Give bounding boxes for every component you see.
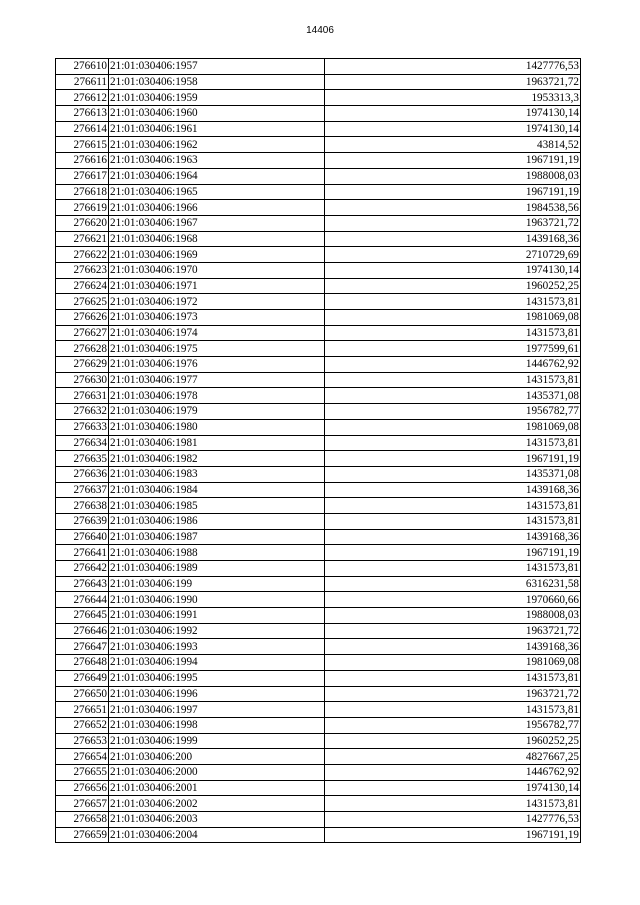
row-number-cell: 276640: [56, 529, 109, 545]
cadastral-value-cell: 1960252,25: [325, 733, 581, 749]
cadastral-number-cell: 21:01:030406:1994: [109, 655, 325, 671]
cadastral-value-cell: 1431573,81: [325, 796, 581, 812]
cadastral-value-cell: 1967191,19: [325, 545, 581, 561]
cadastral-value-cell: 1439168,36: [325, 231, 581, 247]
table-row: [56, 278, 581, 294]
cadastral-value-cell: 1977599,61: [325, 341, 581, 357]
cadastral-number-cell: 21:01:030406:2002: [109, 796, 325, 812]
cadastral-value-cell: 1446762,92: [325, 764, 581, 780]
cadastral-number-cell: 21:01:030406:1973: [109, 310, 325, 326]
cadastral-number-cell: 21:01:030406:1981: [109, 435, 325, 451]
row-number-cell: 276626: [56, 310, 109, 326]
cadastral-value-cell: 1981069,08: [325, 310, 581, 326]
cadastral-number-cell: 21:01:030406:1996: [109, 686, 325, 702]
table-row: [56, 827, 581, 843]
table-row: [56, 59, 581, 75]
row-number-cell: 276616: [56, 153, 109, 169]
table-row: [56, 717, 581, 733]
row-number-cell: 276645: [56, 608, 109, 624]
row-number-cell: 276659: [56, 827, 109, 843]
cadastral-number-cell: 21:01:030406:1982: [109, 451, 325, 467]
table-row: [56, 90, 581, 106]
cadastral-value-cell: 4827667,25: [325, 749, 581, 765]
cadastral-number-cell: 21:01:030406:1986: [109, 513, 325, 529]
cadastral-value-table: [55, 58, 581, 843]
row-number-cell: 276627: [56, 325, 109, 341]
cadastral-value-cell: 1963721,72: [325, 686, 581, 702]
row-number-cell: 276652: [56, 717, 109, 733]
cadastral-number-cell: 21:01:030406:2001: [109, 780, 325, 796]
cadastral-number-cell: 21:01:030406:1969: [109, 247, 325, 263]
row-number-cell: 276647: [56, 639, 109, 655]
cadastral-number-cell: 21:01:030406:1980: [109, 419, 325, 435]
cadastral-number-cell: 21:01:030406:1960: [109, 106, 325, 122]
cadastral-value-cell: 1431573,81: [325, 498, 581, 514]
cadastral-value-cell: 1956782,77: [325, 404, 581, 420]
table-row: [56, 780, 581, 796]
table-row: [56, 419, 581, 435]
table-row: [56, 247, 581, 263]
cadastral-number-cell: 21:01:030406:1970: [109, 262, 325, 278]
cadastral-value-cell: 1988008,03: [325, 168, 581, 184]
table-row: [56, 592, 581, 608]
cadastral-number-cell: 21:01:030406:1990: [109, 592, 325, 608]
table-row: [56, 764, 581, 780]
table-row: [56, 215, 581, 231]
table-row: [56, 702, 581, 718]
row-number-cell: 276657: [56, 796, 109, 812]
row-number-cell: 276625: [56, 294, 109, 310]
cadastral-value-cell: 1967191,19: [325, 184, 581, 200]
row-number-cell: 276644: [56, 592, 109, 608]
row-number-cell: 276624: [56, 278, 109, 294]
row-number-cell: 276617: [56, 168, 109, 184]
table-row: [56, 451, 581, 467]
cadastral-number-cell: 21:01:030406:1958: [109, 74, 325, 90]
cadastral-number-cell: 21:01:030406:1989: [109, 561, 325, 577]
cadastral-value-cell: 1963721,72: [325, 74, 581, 90]
table-body: [56, 59, 581, 843]
table-row: [56, 200, 581, 216]
table-row: [56, 74, 581, 90]
cadastral-number-cell: 21:01:030406:2004: [109, 827, 325, 843]
cadastral-number-cell: 21:01:030406:1976: [109, 357, 325, 373]
row-number-cell: 276655: [56, 764, 109, 780]
table-row: [56, 357, 581, 373]
cadastral-number-cell: 21:01:030406:1961: [109, 121, 325, 137]
table-row: [56, 482, 581, 498]
cadastral-number-cell: 21:01:030406:1991: [109, 608, 325, 624]
table-row: [56, 106, 581, 122]
table-row: [56, 686, 581, 702]
row-number-cell: 276613: [56, 106, 109, 122]
table-row: [56, 639, 581, 655]
cadastral-number-cell: 21:01:030406:1978: [109, 388, 325, 404]
cadastral-number-cell: 21:01:030406:1963: [109, 153, 325, 169]
table-row: [56, 529, 581, 545]
table-row: [56, 733, 581, 749]
cadastral-number-cell: 21:01:030406:1983: [109, 466, 325, 482]
row-number-cell: 276653: [56, 733, 109, 749]
cadastral-number-cell: 21:01:030406:1957: [109, 59, 325, 75]
row-number-cell: 276619: [56, 200, 109, 216]
cadastral-number-cell: 21:01:030406:1975: [109, 341, 325, 357]
row-number-cell: 276628: [56, 341, 109, 357]
cadastral-number-cell: 21:01:030406:1977: [109, 372, 325, 388]
cadastral-value-cell: 6316231,58: [325, 576, 581, 592]
row-number-cell: 276648: [56, 655, 109, 671]
cadastral-number-cell: 21:01:030406:1968: [109, 231, 325, 247]
table-row: [56, 372, 581, 388]
cadastral-value-cell: 1963721,72: [325, 623, 581, 639]
row-number-cell: 276612: [56, 90, 109, 106]
cadastral-number-cell: 21:01:030406:2000: [109, 764, 325, 780]
cadastral-value-cell: 1431573,81: [325, 435, 581, 451]
row-number-cell: 276634: [56, 435, 109, 451]
table-row: [56, 749, 581, 765]
row-number-cell: 276649: [56, 670, 109, 686]
row-number-cell: 276638: [56, 498, 109, 514]
cadastral-value-cell: 1974130,14: [325, 262, 581, 278]
table-row: [56, 388, 581, 404]
row-number-cell: 276623: [56, 262, 109, 278]
cadastral-value-cell: 1956782,77: [325, 717, 581, 733]
row-number-cell: 276656: [56, 780, 109, 796]
row-number-cell: 276650: [56, 686, 109, 702]
row-number-cell: 276651: [56, 702, 109, 718]
row-number-cell: 276611: [56, 74, 109, 90]
cadastral-value-cell: 1439168,36: [325, 639, 581, 655]
row-number-cell: 276614: [56, 121, 109, 137]
cadastral-number-cell: 21:01:030406:1972: [109, 294, 325, 310]
table-row: [56, 608, 581, 624]
row-number-cell: 276637: [56, 482, 109, 498]
row-number-cell: 276632: [56, 404, 109, 420]
cadastral-value-cell: 1435371,08: [325, 388, 581, 404]
row-number-cell: 276642: [56, 561, 109, 577]
table-row: [56, 576, 581, 592]
cadastral-number-cell: 21:01:030406:1962: [109, 137, 325, 153]
cadastral-number-cell: 21:01:030406:1995: [109, 670, 325, 686]
row-number-cell: 276641: [56, 545, 109, 561]
row-number-cell: 276633: [56, 419, 109, 435]
table-row: [56, 310, 581, 326]
page-number: 14406: [306, 25, 334, 36]
row-number-cell: 276622: [56, 247, 109, 263]
cadastral-value-cell: 1435371,08: [325, 466, 581, 482]
cadastral-value-cell: 1431573,81: [325, 702, 581, 718]
table-row: [56, 168, 581, 184]
table-row: [56, 498, 581, 514]
table-row: [56, 513, 581, 529]
row-number-cell: 276654: [56, 749, 109, 765]
table-row: [56, 623, 581, 639]
cadastral-value-cell: 1967191,19: [325, 827, 581, 843]
cadastral-value-cell: 1967191,19: [325, 451, 581, 467]
cadastral-value-cell: 1431573,81: [325, 325, 581, 341]
cadastral-value-cell: 1431573,81: [325, 372, 581, 388]
cadastral-number-cell: 21:01:030406:1966: [109, 200, 325, 216]
cadastral-number-cell: 21:01:030406:1974: [109, 325, 325, 341]
cadastral-value-cell: 1970660,66: [325, 592, 581, 608]
table-row: [56, 262, 581, 278]
cadastral-value-cell: 1974130,14: [325, 121, 581, 137]
row-number-cell: 276636: [56, 466, 109, 482]
cadastral-value-cell: 1984538,56: [325, 200, 581, 216]
cadastral-number-cell: 21:01:030406:1999: [109, 733, 325, 749]
cadastral-value-cell: 1439168,36: [325, 529, 581, 545]
cadastral-number-cell: 21:01:030406:1964: [109, 168, 325, 184]
cadastral-number-cell: 21:01:030406:200: [109, 749, 325, 765]
cadastral-value-cell: 1963721,72: [325, 215, 581, 231]
cadastral-number-cell: 21:01:030406:2003: [109, 812, 325, 828]
row-number-cell: 276620: [56, 215, 109, 231]
row-number-cell: 276643: [56, 576, 109, 592]
table-row: [56, 561, 581, 577]
row-number-cell: 276618: [56, 184, 109, 200]
table-row: [56, 655, 581, 671]
table-row: [56, 341, 581, 357]
cadastral-value-cell: 1953313,3: [325, 90, 581, 106]
cadastral-value-cell: 1981069,08: [325, 655, 581, 671]
cadastral-number-cell: 21:01:030406:1988: [109, 545, 325, 561]
table-row: [56, 325, 581, 341]
cadastral-value-cell: 1446762,92: [325, 357, 581, 373]
cadastral-value-cell: 1427776,53: [325, 812, 581, 828]
row-number-cell: 276610: [56, 59, 109, 75]
cadastral-value-cell: 2710729,69: [325, 247, 581, 263]
table-row: [56, 231, 581, 247]
cadastral-value-cell: 1431573,81: [325, 294, 581, 310]
table-row: [56, 670, 581, 686]
table-row: [56, 294, 581, 310]
cadastral-number-cell: 21:01:030406:1997: [109, 702, 325, 718]
table-row: [56, 404, 581, 420]
table-row: [56, 184, 581, 200]
cadastral-number-cell: 21:01:030406:1987: [109, 529, 325, 545]
cadastral-number-cell: 21:01:030406:1971: [109, 278, 325, 294]
cadastral-value-cell: 1427776,53: [325, 59, 581, 75]
table-row: [56, 466, 581, 482]
cadastral-number-cell: 21:01:030406:1965: [109, 184, 325, 200]
table-row: [56, 137, 581, 153]
cadastral-number-cell: 21:01:030406:1992: [109, 623, 325, 639]
table-row: [56, 435, 581, 451]
cadastral-number-cell: 21:01:030406:1998: [109, 717, 325, 733]
cadastral-value-cell: 1439168,36: [325, 482, 581, 498]
table-row: [56, 796, 581, 812]
row-number-cell: 276658: [56, 812, 109, 828]
table-row: [56, 121, 581, 137]
cadastral-value-cell: 43814,52: [325, 137, 581, 153]
cadastral-value-cell: 1974130,14: [325, 780, 581, 796]
row-number-cell: 276621: [56, 231, 109, 247]
row-number-cell: 276631: [56, 388, 109, 404]
cadastral-number-cell: 21:01:030406:1985: [109, 498, 325, 514]
cadastral-value-cell: 1431573,81: [325, 561, 581, 577]
row-number-cell: 276646: [56, 623, 109, 639]
row-number-cell: 276629: [56, 357, 109, 373]
cadastral-value-cell: 1967191,19: [325, 153, 581, 169]
cadastral-value-cell: 1974130,14: [325, 106, 581, 122]
cadastral-number-cell: 21:01:030406:199: [109, 576, 325, 592]
cadastral-number-cell: 21:01:030406:1959: [109, 90, 325, 106]
cadastral-value-cell: 1988008,03: [325, 608, 581, 624]
row-number-cell: 276630: [56, 372, 109, 388]
cadastral-value-cell: 1960252,25: [325, 278, 581, 294]
cadastral-value-cell: 1431573,81: [325, 513, 581, 529]
table-row: [56, 545, 581, 561]
table-row: [56, 153, 581, 169]
row-number-cell: 276639: [56, 513, 109, 529]
row-number-cell: 276635: [56, 451, 109, 467]
cadastral-number-cell: 21:01:030406:1979: [109, 404, 325, 420]
table-row: [56, 812, 581, 828]
cadastral-value-cell: 1431573,81: [325, 670, 581, 686]
cadastral-number-cell: 21:01:030406:1967: [109, 215, 325, 231]
cadastral-number-cell: 21:01:030406:1984: [109, 482, 325, 498]
cadastral-value-cell: 1981069,08: [325, 419, 581, 435]
cadastral-number-cell: 21:01:030406:1993: [109, 639, 325, 655]
row-number-cell: 276615: [56, 137, 109, 153]
